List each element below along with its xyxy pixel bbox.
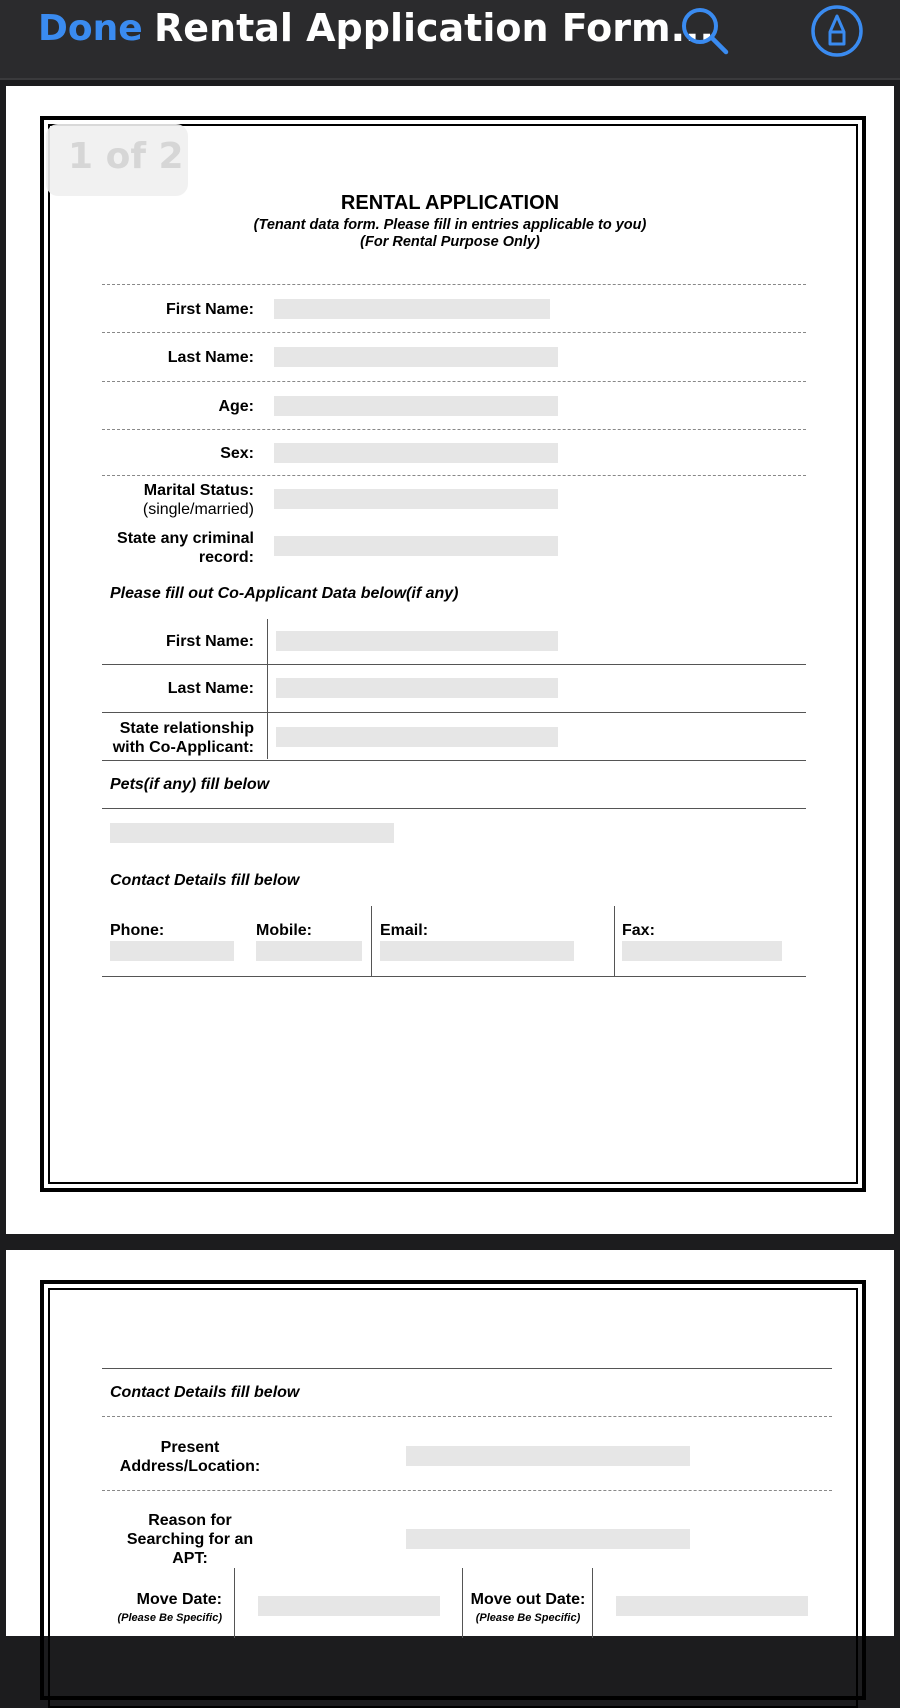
row-divider: [102, 664, 806, 665]
marital-status-label: [102, 481, 254, 519]
move-date-label-text: Move Date:: [136, 1591, 222, 1608]
first-name-label: First Name:: [165, 301, 254, 318]
relationship-label: [102, 719, 254, 757]
column-divider: [234, 1568, 235, 1638]
done-button[interactable]: Done: [38, 8, 143, 49]
search-icon[interactable]: [678, 4, 734, 60]
last-name-field[interactable]: [274, 347, 558, 367]
pdf-page-1: [6, 86, 894, 1234]
move-date-note: (Please Be Specific): [117, 1612, 222, 1624]
relationship-label-line2: with Co-Applicant:: [112, 739, 254, 756]
present-address-label-line1: Present: [160, 1439, 220, 1456]
reason-label: [102, 1511, 278, 1568]
relationship-field[interactable]: [276, 727, 558, 747]
move-date-label: [102, 1590, 222, 1628]
email-field[interactable]: [380, 941, 574, 961]
co-last-name-label: Last Name:: [167, 680, 254, 697]
form-subtitle-2: (For Rental Purpose Only): [360, 234, 540, 250]
row-divider: [102, 1416, 832, 1417]
row-divider: [102, 475, 806, 476]
row-divider: [102, 760, 806, 761]
page-border-inner: [48, 1288, 858, 1708]
sex-field[interactable]: [274, 443, 558, 463]
move-out-date-label-text: Move out Date:: [470, 1591, 586, 1608]
marital-status-label-text: Marital Status:: [143, 482, 254, 499]
row-divider: [102, 808, 806, 809]
phone-label: Phone:: [110, 922, 165, 939]
page-indicator: 1 of 2: [46, 124, 188, 196]
co-first-name-label: First Name:: [165, 633, 254, 650]
column-divider: [614, 906, 615, 976]
email-label: Email:: [380, 922, 429, 939]
last-name-label: Last Name:: [167, 349, 254, 366]
criminal-record-field[interactable]: [274, 536, 558, 556]
co-applicant-heading: Please fill out Co-Applicant Data below(if any): [110, 585, 459, 602]
mobile-label: Mobile:: [256, 922, 312, 939]
row-divider: [102, 712, 806, 713]
markup-icon[interactable]: [808, 2, 866, 60]
pets-field[interactable]: [110, 823, 394, 843]
relationship-label-line1: State relationship: [119, 720, 254, 737]
row-divider: [102, 1368, 832, 1369]
present-address-label: [102, 1438, 278, 1476]
form-title: RENTAL APPLICATION: [340, 192, 560, 214]
move-out-date-note: (Please Be Specific): [475, 1612, 581, 1624]
contact-heading: Contact Details fill below: [110, 872, 300, 889]
present-address-label-line2: Address/Location:: [119, 1458, 261, 1475]
reason-label-line2: Searching for an: [126, 1531, 254, 1548]
pets-heading: Pets(if any) fill below: [110, 776, 270, 793]
row-divider: [102, 1490, 832, 1491]
top-bar: [0, 0, 900, 80]
reason-label-line3: APT:: [172, 1550, 208, 1567]
age-field[interactable]: [274, 396, 558, 416]
move-out-date-label: [466, 1590, 590, 1628]
marital-status-field[interactable]: [274, 489, 558, 509]
co-last-name-field[interactable]: [276, 678, 558, 698]
column-divider: [462, 1568, 463, 1638]
criminal-record-label: [102, 529, 254, 567]
pdf-page-2: [6, 1250, 894, 1636]
form-subtitle-1: (Tenant data form. Please fill in entries applicable to you): [253, 217, 647, 233]
column-divider: [592, 1568, 593, 1638]
page-border-inner: [48, 124, 858, 1184]
mobile-field[interactable]: [256, 941, 362, 961]
age-label: Age:: [218, 398, 254, 415]
sex-label: Sex:: [220, 445, 254, 462]
criminal-record-label-line2: record:: [198, 549, 254, 566]
row-divider: [102, 332, 806, 333]
phone-field[interactable]: [110, 941, 234, 961]
reason-label-line1: Reason for: [148, 1512, 232, 1529]
first-name-field[interactable]: [274, 299, 550, 319]
contact-heading-page2: Contact Details fill below: [110, 1384, 300, 1401]
fax-label: Fax:: [622, 922, 655, 939]
reason-field[interactable]: [406, 1529, 690, 1549]
co-first-name-field[interactable]: [276, 631, 558, 651]
row-divider: [102, 429, 806, 430]
column-divider: [267, 619, 268, 759]
column-divider: [371, 906, 372, 976]
criminal-record-label-line1: State any criminal: [117, 530, 254, 547]
move-out-date-field[interactable]: [616, 1596, 808, 1616]
present-address-field[interactable]: [406, 1446, 690, 1466]
document-title[interactable]: Rental Application Form...: [154, 6, 714, 50]
fax-field[interactable]: [622, 941, 782, 961]
row-divider: [102, 284, 806, 285]
move-date-field[interactable]: [258, 1596, 440, 1616]
row-divider: [102, 976, 806, 977]
marital-status-hint: (single/married): [142, 501, 254, 518]
row-divider: [102, 381, 806, 382]
